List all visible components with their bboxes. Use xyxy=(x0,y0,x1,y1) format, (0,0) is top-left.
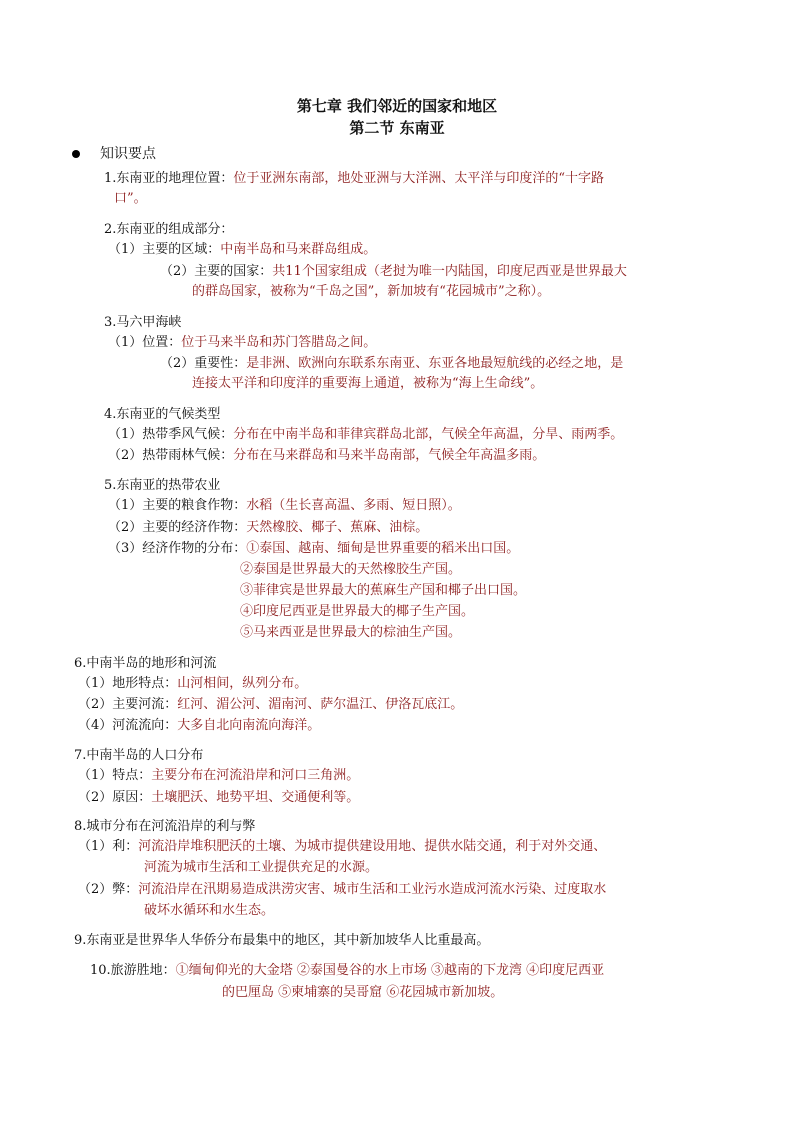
item-content: 共11个国家组成（老挝为唯一内陆国，印度尼西亚是世界最大 xyxy=(272,264,627,279)
list-item xyxy=(90,962,604,980)
item-label: 8.城市分布在河流沿岸的利与弊 xyxy=(74,819,256,834)
list-item xyxy=(78,881,606,899)
item-content: 分布在中南半岛和菲律宾群岛北部，气候全年高温，分旱、雨两季。 xyxy=(233,427,624,442)
list-item xyxy=(78,696,463,714)
list-item xyxy=(192,375,543,393)
item-content: 的群岛国家，被称为“千岛之国”，新加坡有“花园城市”之称）。 xyxy=(192,284,551,299)
item-content: ①缅甸仰光的大金塔 ②泰国曼谷的水上市场 ③越南的下龙湾 ④印度尼西亚 xyxy=(175,963,605,978)
list-item xyxy=(144,859,378,877)
list-item xyxy=(78,767,359,785)
knowledge-heading: 知识要点 xyxy=(100,146,156,162)
item-label: 5.东南亚的热带农业 xyxy=(104,478,221,493)
item-content: 河流沿岸在汛期易造成洪涝灾害、城市生活和工业污水造成河流水污染、过度取水 xyxy=(138,882,607,897)
item-content: 位于马来半岛和苏门答腊岛之间。 xyxy=(181,335,377,350)
item-content: 红河、湄公河、湄南河、萨尔温江、伊洛瓦底江。 xyxy=(177,697,464,712)
item-label: （2）主要的国家： xyxy=(160,264,273,279)
list-item xyxy=(74,932,489,950)
item-label: （1）位置： xyxy=(108,335,182,350)
item-content: 口”。 xyxy=(114,191,147,206)
item-label: （1）特点： xyxy=(78,768,152,783)
item-content: 连接太平洋和印度洋的重要海上通道，被称为“海上生命线”。 xyxy=(192,376,544,391)
item-content: ④印度尼西亚是世界最大的椰子生产国。 xyxy=(240,604,475,619)
item-label: （2）热带雨林气候： xyxy=(108,448,234,463)
item-label: （1）热带季风气候： xyxy=(108,427,234,442)
item-label: （1）主要的粮食作物： xyxy=(108,498,247,513)
item-label: 9.东南亚是世界华人华侨分布最集中的地区，其中新加坡华人比重最高。 xyxy=(74,933,490,948)
list-item xyxy=(108,519,428,537)
bullet-icon xyxy=(72,150,80,158)
item-label: 7.中南半岛的人口分布 xyxy=(74,748,204,763)
item-label: （2）原因： xyxy=(78,790,152,805)
list-item xyxy=(160,263,627,281)
item-label: （2）重要性： xyxy=(160,356,247,371)
item-label: 2.东南亚的组成部分： xyxy=(104,222,234,237)
list-item xyxy=(108,540,519,558)
list-item xyxy=(104,221,233,239)
list-item xyxy=(144,902,274,920)
list-item xyxy=(108,241,376,259)
item-content: 位于亚洲东南部，地处亚洲与大洋洲、太平洋与印度洋的“十字路 xyxy=(233,171,605,186)
item-content: 是非洲、欧洲向东联系东南亚、东亚各地最短航线的必经之地，是 xyxy=(246,356,624,371)
item-content: ③菲律宾是世界最大的蕉麻生产国和椰子出口国。 xyxy=(240,583,527,598)
item-label: （4）河流流向： xyxy=(78,718,178,733)
item-label: 10.旅游胜地： xyxy=(90,963,176,978)
item-content: 河流为城市生活和工业提供充足的水源。 xyxy=(144,860,379,875)
item-content: 中南半岛和马来群岛组成。 xyxy=(220,242,377,257)
list-item xyxy=(78,838,606,856)
item-content: 河流沿岸堆积肥沃的土壤、为城市提供建设用地、提供水陆交通，利于对外交通、 xyxy=(138,839,607,854)
item-label: 3.马六甲海峡 xyxy=(104,315,182,330)
list-item xyxy=(240,582,526,600)
list-item xyxy=(78,675,307,693)
item-content: 大多自北向南流向海洋。 xyxy=(177,718,321,733)
item-label: （1）利： xyxy=(78,839,139,854)
list-item xyxy=(74,747,203,765)
item-label: （1）主要的区域： xyxy=(108,242,221,257)
item-content: 天然橡胶、椰子、蕉麻、油棕。 xyxy=(246,520,429,535)
item-label: （3）经济作物的分布： xyxy=(108,541,247,556)
item-label: （2）主要河流： xyxy=(78,697,178,712)
item-label: （2）主要的经济作物： xyxy=(108,520,247,535)
item-content: 主要分布在河流沿岸和河口三角洲。 xyxy=(151,768,360,783)
list-item xyxy=(114,190,147,208)
item-label: 6.中南半岛的地形和河流 xyxy=(74,656,217,671)
list-item xyxy=(108,447,545,465)
list-item xyxy=(104,314,181,332)
item-content: 分布在马来群岛和马来半岛南部，气候全年高温多雨。 xyxy=(233,448,546,463)
list-item xyxy=(74,655,216,673)
list-item xyxy=(108,426,623,444)
section-title: 第二节 东南亚 xyxy=(349,119,445,137)
item-content: 的巴厘岛 ⑤柬埔寨的吴哥窟 ⑥花园城市新加坡。 xyxy=(222,985,504,1000)
list-item xyxy=(78,789,359,807)
list-item xyxy=(240,624,461,642)
item-label: 4.东南亚的气候类型 xyxy=(104,407,221,422)
item-content: ①泰国、越南、缅甸是世界重要的稻米出口国。 xyxy=(246,541,520,556)
list-item xyxy=(240,561,461,579)
list-item xyxy=(222,984,503,1002)
list-item xyxy=(104,170,604,188)
item-content: 破坏水循环和水生态。 xyxy=(144,903,275,918)
list-item xyxy=(78,717,320,735)
list-item xyxy=(240,603,474,621)
list-item xyxy=(108,497,461,515)
item-content: ②泰国是世界最大的天然橡胶生产国。 xyxy=(240,562,462,577)
chapter-title: 第七章 我们邻近的国家和地区 xyxy=(296,97,498,115)
list-item xyxy=(104,406,220,424)
item-label: 1.东南亚的地理位置： xyxy=(104,171,234,186)
list-item xyxy=(108,334,376,352)
list-item xyxy=(104,477,220,495)
item-content: 山河相间，纵列分布。 xyxy=(177,676,308,691)
item-content: 土壤肥沃、地势平坦、交通便利等。 xyxy=(151,790,360,805)
item-label: （2）弊： xyxy=(78,882,139,897)
list-item xyxy=(192,283,550,301)
list-item xyxy=(74,818,255,836)
list-item xyxy=(160,355,623,373)
item-content: 水稻（生长喜高温、多雨、短日照）。 xyxy=(246,498,461,513)
item-content: ⑤马来西亚是世界最大的棕油生产国。 xyxy=(240,625,462,640)
item-label: （1）地形特点： xyxy=(78,676,178,691)
